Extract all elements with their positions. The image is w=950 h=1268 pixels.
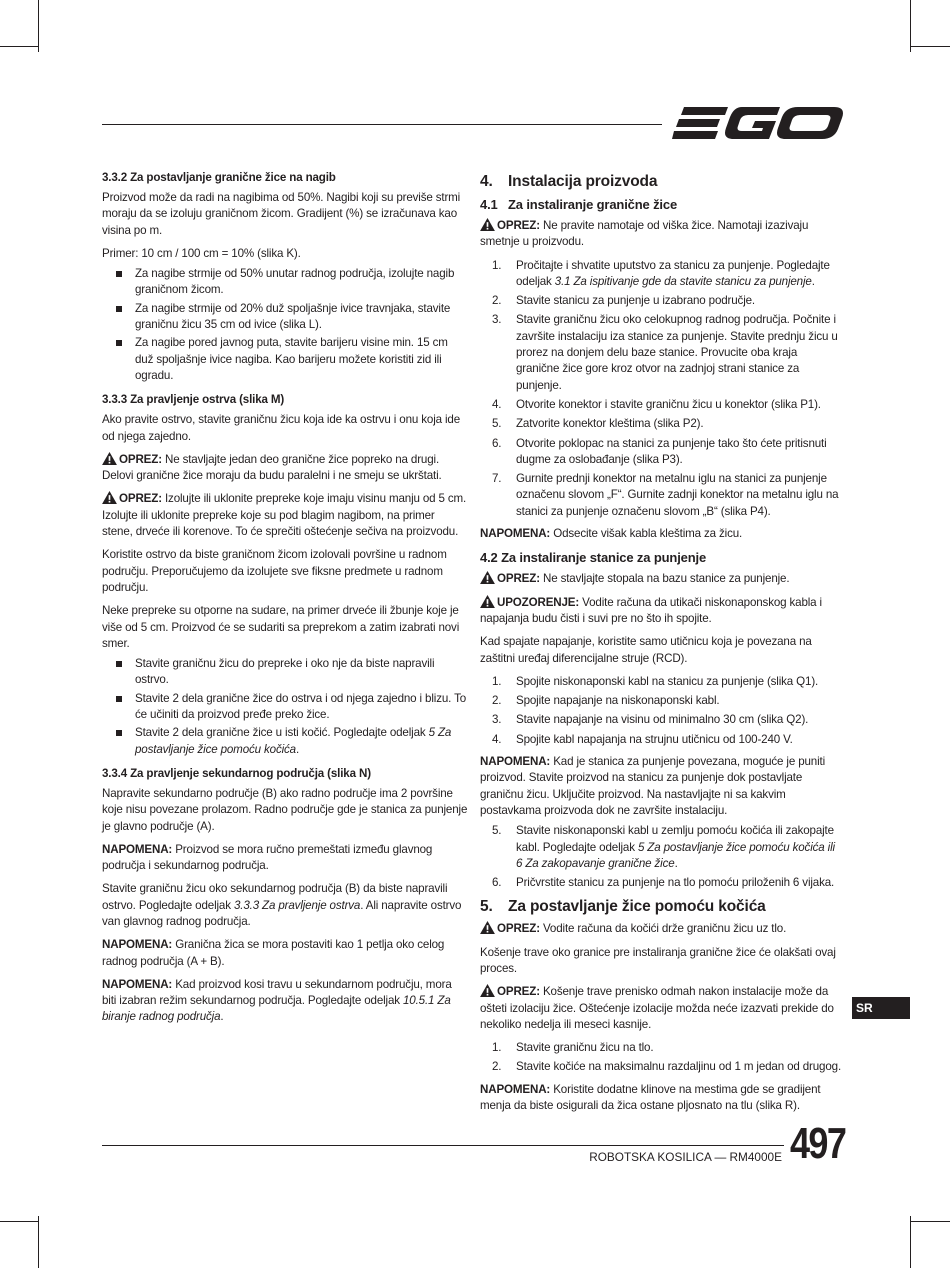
- section-number: 4.1: [480, 197, 498, 212]
- step-text: Spojite niskonaponski kabl na stanicu za punjenje (slika Q1).: [516, 674, 819, 688]
- paragraph: Kad spajate napajanje, koristite samo utičnicu koja je povezana na zaštitni uređaj diferencijalne struje (RCD).: [480, 635, 812, 665]
- paragraph: Napravite sekundarno područje (B) ako radno područje ima 2 površine koje nisu povezane prolazom. Radno područje gde je stanica za punjenje je glavno područje (A).: [102, 786, 468, 833]
- step-number: 4.: [492, 732, 502, 746]
- chapter-heading: [480, 172, 842, 191]
- caution-text: Ne pravite namotaje od viška žice. Namotaji izazivaju smetnje u proizvodu.: [480, 219, 809, 249]
- list-item-end: .: [295, 742, 300, 756]
- step-number: 7.: [492, 472, 502, 486]
- step-number: 4.: [492, 397, 502, 411]
- paragraph: Proizvod može da radi na nagibima od 50%. Nagibi koji su previše strmi moraju da se izoluju graničnom žicom. Gradijent (%) se izračunava kao visina po m.: [102, 191, 461, 237]
- crop-mark: [0, 1221, 38, 1222]
- list-item: [102, 725, 468, 758]
- footer-product-name: ROBOTSKA KOSILICA — RM4000E: [589, 1150, 782, 1164]
- note: [480, 754, 842, 819]
- numbered-list: [480, 1040, 842, 1076]
- list-item: [480, 712, 842, 728]
- section-reference: 3.1 Za ispitivanje gde da stavite stanicu za punjenje: [554, 274, 812, 288]
- step-number: 1.: [492, 258, 502, 272]
- section-heading: 3.3.4 Za pravljenje sekundarnog područja (slika N): [102, 766, 371, 780]
- note-text: Kad je stanica za punjenje povezana, moguće je puniti proizvod. Stavite proizvod na stanicu za punjenje dok postavljate graničnu žicu. Uključite proizvod. Na nastavljajte ni sa kakvim postavkama proizvoda dok ne završite instalaciju.: [480, 755, 826, 817]
- language-tab: SR: [852, 997, 910, 1019]
- section-reference: 5 Za postavljanje žice pomoću kočića ili 6 Za zakopavanje granične žice: [516, 840, 835, 870]
- chapter-title: Za postavljanje žice pomoću kočića: [508, 898, 766, 916]
- note: [102, 937, 468, 970]
- list-item: [480, 732, 842, 748]
- step-text: Gurnite prednji konektor na metalnu iglu na stanici za punjenje označenu slovom „F“. Gurnite zadnji konektor na metalnu iglu na stanici za punjenje označenu slovom „B“ (slika P4).: [516, 472, 839, 518]
- list-item: Za nagibe pored javnog puta, stavite barijeru visine min. 15 cm duž spoljašnje ivice nagiba. Kao barijeru možete koristiti zid ili ogradu.: [102, 335, 468, 384]
- section-heading: [480, 196, 842, 213]
- step-text: Otvorite poklopac na stanici za punjenje tako što ćete pritisnuti dugme za oslobađanje (slika P3).: [516, 436, 827, 466]
- step-text: Pričvrstite stanicu za punjenje na tlo pomoću priloženih 6 vijaka.: [516, 876, 835, 890]
- header-rule: [102, 124, 662, 125]
- crop-mark: [910, 46, 950, 47]
- warning-triangle-icon: [102, 491, 117, 504]
- list-item: Stavite graničnu žicu do prepreke i oko nje da biste napravili ostrvo.: [102, 656, 468, 689]
- chapter-number: 5.: [480, 898, 493, 916]
- warning-text: Vodite računa da utikači niskonaponskog kabla i napajanja budu čisti i suvi pre no što ih spojite.: [480, 595, 822, 625]
- step-text: Stavite kočiće na maksimalnu razdaljinu od 1 m jedan od drugog.: [516, 1060, 842, 1074]
- list-item: [480, 674, 842, 690]
- note-text: Proizvod se mora ručno premeštati između glavnog područja i sekundarnog područja.: [102, 842, 433, 873]
- note-text: Kad proizvod kosi travu u sekundarnom području, mora biti izabran režim sekundarnog područja. Pogledajte odeljak: [102, 977, 452, 1008]
- caution-label: OPREZ:: [497, 219, 540, 232]
- paragraph: Primer: 10 cm / 100 cm = 10% (slika K).: [102, 246, 301, 260]
- step-text: Zatvorite konektor kleštima (slika P2).: [516, 417, 704, 431]
- caution-label: OPREZ:: [119, 492, 162, 506]
- list-item: [480, 293, 842, 309]
- section-heading: 3.3.3 Za pravljenje ostrva (slika M): [102, 393, 285, 407]
- section-reference: 10.5.1 Za biranje radnog područja: [102, 994, 451, 1024]
- step-text: Spojite napajanje na niskonaponski kabl.: [516, 694, 720, 708]
- bullet-list: [102, 266, 468, 384]
- step-text: Stavite graničnu žicu oko celokupnog radnog područja. Počnite i završite instalaciju iza stanice za punjenje. Stavite prednju žicu u prorez na donjem delu baze stanice. Provucite oba kraja granične žice gore kroz otvor na zadnjoj strani stanice za punjenje.: [516, 313, 838, 392]
- paragraph-text: Stavite graničnu žicu oko sekundarnog područja (B) da biste napravili ostrvo. Pogledajte odeljak: [102, 882, 448, 912]
- section-heading: 4.2 Za instaliranje stanice za punjenje: [480, 550, 707, 566]
- paragraph: Ako pravite ostrvo, stavite graničnu žicu koja ide ka ostrvu i onu koja ide od njega zajedno.: [102, 413, 461, 443]
- step-text: Stavite napajanje na visinu od minimalno 30 cm (slika Q2).: [516, 713, 809, 727]
- step-number: 2.: [492, 694, 502, 708]
- crop-mark: [38, 0, 39, 52]
- caution-label: OPREZ:: [119, 452, 162, 466]
- step-text: Pročitajte i shvatite uputstvo za stanicu za punjenje. Pogledajte odeljak: [516, 258, 830, 288]
- numbered-list: [480, 258, 842, 520]
- crop-mark: [38, 1216, 39, 1268]
- step-end: .: [811, 274, 815, 288]
- caution-text: Ne stavljajte jedan deo granične žice popreko na drugi. Delovi granične žice moraju da budu paralelni i ne smeju se ukrštati.: [102, 452, 442, 483]
- warning-note: [480, 595, 842, 628]
- warning-triangle-icon: [102, 452, 117, 465]
- note-label: NAPOMENA:: [102, 977, 173, 991]
- caution-label: OPREZ:: [497, 922, 540, 936]
- footer-rule: [102, 1145, 784, 1146]
- step-text: Spojite kabl napajanja na strujnu utičnicu od 100-240 V.: [516, 732, 793, 746]
- caution-text: Košenje trave prenisko odmah nakon instalacije može da ošteti izolaciju žice. Oštećenje izolacije možda neće izazvati prekide do nekoliko nedelja ili meseci kasnije.: [480, 985, 834, 1031]
- step-number: 2.: [492, 1060, 502, 1074]
- paragraph: Košenje trave oko granice pre instaliranja granične žice će olakšati ovaj proces.: [480, 945, 836, 975]
- step-number: 2.: [492, 294, 502, 308]
- caution-text: Ne stavljajte stopala na bazu stanice za punjenje.: [539, 572, 790, 586]
- step-text: Stavite stanicu za punjenje u izabrano područje.: [516, 294, 756, 308]
- note-label: NAPOMENA:: [102, 842, 173, 856]
- note: [480, 526, 842, 542]
- list-item: [480, 875, 842, 891]
- caution-label: OPREZ:: [497, 985, 540, 999]
- chapter-heading: [480, 897, 842, 916]
- step-text: Otvorite konektor i stavite graničnu žicu u konektor (slika P1).: [516, 397, 821, 411]
- note-text: Odsecite višak kabla kleštima za žicu.: [550, 527, 743, 541]
- crop-mark: [0, 46, 38, 47]
- warning-triangle-icon: [480, 595, 495, 608]
- paragraph: Neke prepreke su otporne na sudare, na primer drveće ili žbunje koje je više od 5 cm. Proizvod će se sudariti sa preprekom a zatim izabrati novi smer.: [102, 604, 460, 650]
- warning-triangle-icon: [480, 921, 495, 934]
- bullet-list: [102, 656, 468, 758]
- section-reference: 5 Za postavljanje žice pomoću kočića: [135, 726, 452, 756]
- list-item: Stavite 2 dela granične žice do ostrva i od njega zajedno i blizu. To će učiniti da proizvod pređe preko žice.: [102, 691, 468, 724]
- list-item: [480, 258, 842, 291]
- numbered-list: [480, 674, 842, 748]
- step-number: 1.: [492, 1041, 502, 1055]
- warning-triangle-icon: [480, 984, 495, 997]
- step-number: 3.: [492, 713, 502, 727]
- list-item: Za nagibe strmije od 50% unutar radnog područja, izolujte nagib graničnom žicom.: [102, 266, 468, 299]
- step-number: 3.: [492, 313, 502, 327]
- note-label: NAPOMENA:: [102, 938, 173, 952]
- section-heading: 3.3.2 Za postavljanje granične žice na nagib: [102, 171, 336, 184]
- step-text: Stavite niskonaponski kabl u zemlju pomoću kočića ili zakopajte kabl. Pogledajte odeljak: [516, 824, 834, 854]
- section-reference: 3.3.3 Za pravljenje ostrva: [233, 898, 361, 912]
- section-title: Za instaliranje granične žice: [508, 197, 678, 212]
- list-item: [480, 1040, 842, 1056]
- note: [480, 1082, 842, 1115]
- list-item: [480, 1059, 842, 1075]
- list-item: [480, 312, 842, 393]
- numbered-list: [480, 823, 842, 891]
- paragraph-end: . Ali napravite ostrvo van glavnog radnog područja.: [102, 898, 462, 928]
- note-label: NAPOMENA:: [480, 1082, 551, 1096]
- list-item: [480, 693, 842, 709]
- step-number: 1.: [492, 674, 502, 688]
- warning-label: UPOZORENJE:: [497, 595, 580, 609]
- caution-label: OPREZ:: [497, 572, 540, 586]
- caution-note: [480, 984, 842, 1033]
- caution-note: [102, 452, 468, 485]
- list-item: [480, 823, 842, 872]
- crop-mark: [910, 1221, 950, 1222]
- list-item: [480, 436, 842, 469]
- note-label: NAPOMENA:: [480, 755, 551, 769]
- caution-text: Izolujte ili uklonite prepreke koje imaju visinu manju od 5 cm. Izolujte ili uklonite prepreke koje su pod blagim nagibom, na primer stene, drveće ili korenove. To će sprečiti oštećenje sečiva na proizvodu.: [102, 492, 467, 539]
- step-number: 6.: [492, 876, 502, 890]
- caution-note: [480, 571, 842, 587]
- step-number: 5.: [492, 417, 502, 431]
- list-item: Za nagibe strmije od 20% duž spoljašnje ivice travnjaka, stavite graničnu žicu 35 cm od ivice (slika L).: [102, 301, 468, 334]
- warning-triangle-icon: [480, 571, 495, 584]
- left-column: [102, 170, 468, 1033]
- step-end: .: [674, 856, 678, 870]
- list-item-text: Stavite 2 dela granične žice u isti kočić. Pogledajte odeljak: [135, 726, 429, 740]
- list-item: [480, 416, 842, 432]
- crop-mark: [910, 1216, 911, 1268]
- right-column: [480, 170, 842, 1121]
- caution-text: Vodite računa da kočići drže graničnu žicu uz tlo.: [539, 922, 787, 936]
- step-number: 6.: [492, 436, 502, 450]
- note-end: .: [220, 1010, 224, 1024]
- list-item: [480, 397, 842, 413]
- list-item: [480, 471, 842, 520]
- page-number: 497: [790, 1119, 846, 1168]
- note-label: NAPOMENA:: [480, 527, 551, 541]
- ego-logo: [672, 104, 844, 142]
- step-number: 5.: [492, 824, 502, 838]
- chapter-title: Instalacija proizvoda: [508, 173, 658, 190]
- crop-mark: [910, 0, 911, 52]
- note-text: Granična žica se mora postaviti kao 1 petlja oko celog radnog područja (A + B).: [102, 938, 445, 968]
- note: [102, 977, 468, 1026]
- paragraph: Koristite ostrvo da biste graničnom žicom izolovali površine u radnom području. Preporučujemo da izolujete sve fiksne predmete u radnom području.: [102, 548, 447, 594]
- caution-note: [480, 921, 842, 937]
- chapter-number: 4.: [480, 173, 493, 190]
- note: [102, 842, 468, 875]
- caution-note: [102, 491, 468, 540]
- step-text: Stavite graničnu žicu na tlo.: [516, 1041, 654, 1055]
- warning-triangle-icon: [480, 218, 495, 231]
- note-text: Koristite dodatne klinove na mestima gde se gradijent menja da biste osigurali da žica ostane pljosnato na tlu (slika R).: [480, 1082, 821, 1113]
- paragraph: [102, 881, 468, 930]
- caution-note: [480, 218, 842, 251]
